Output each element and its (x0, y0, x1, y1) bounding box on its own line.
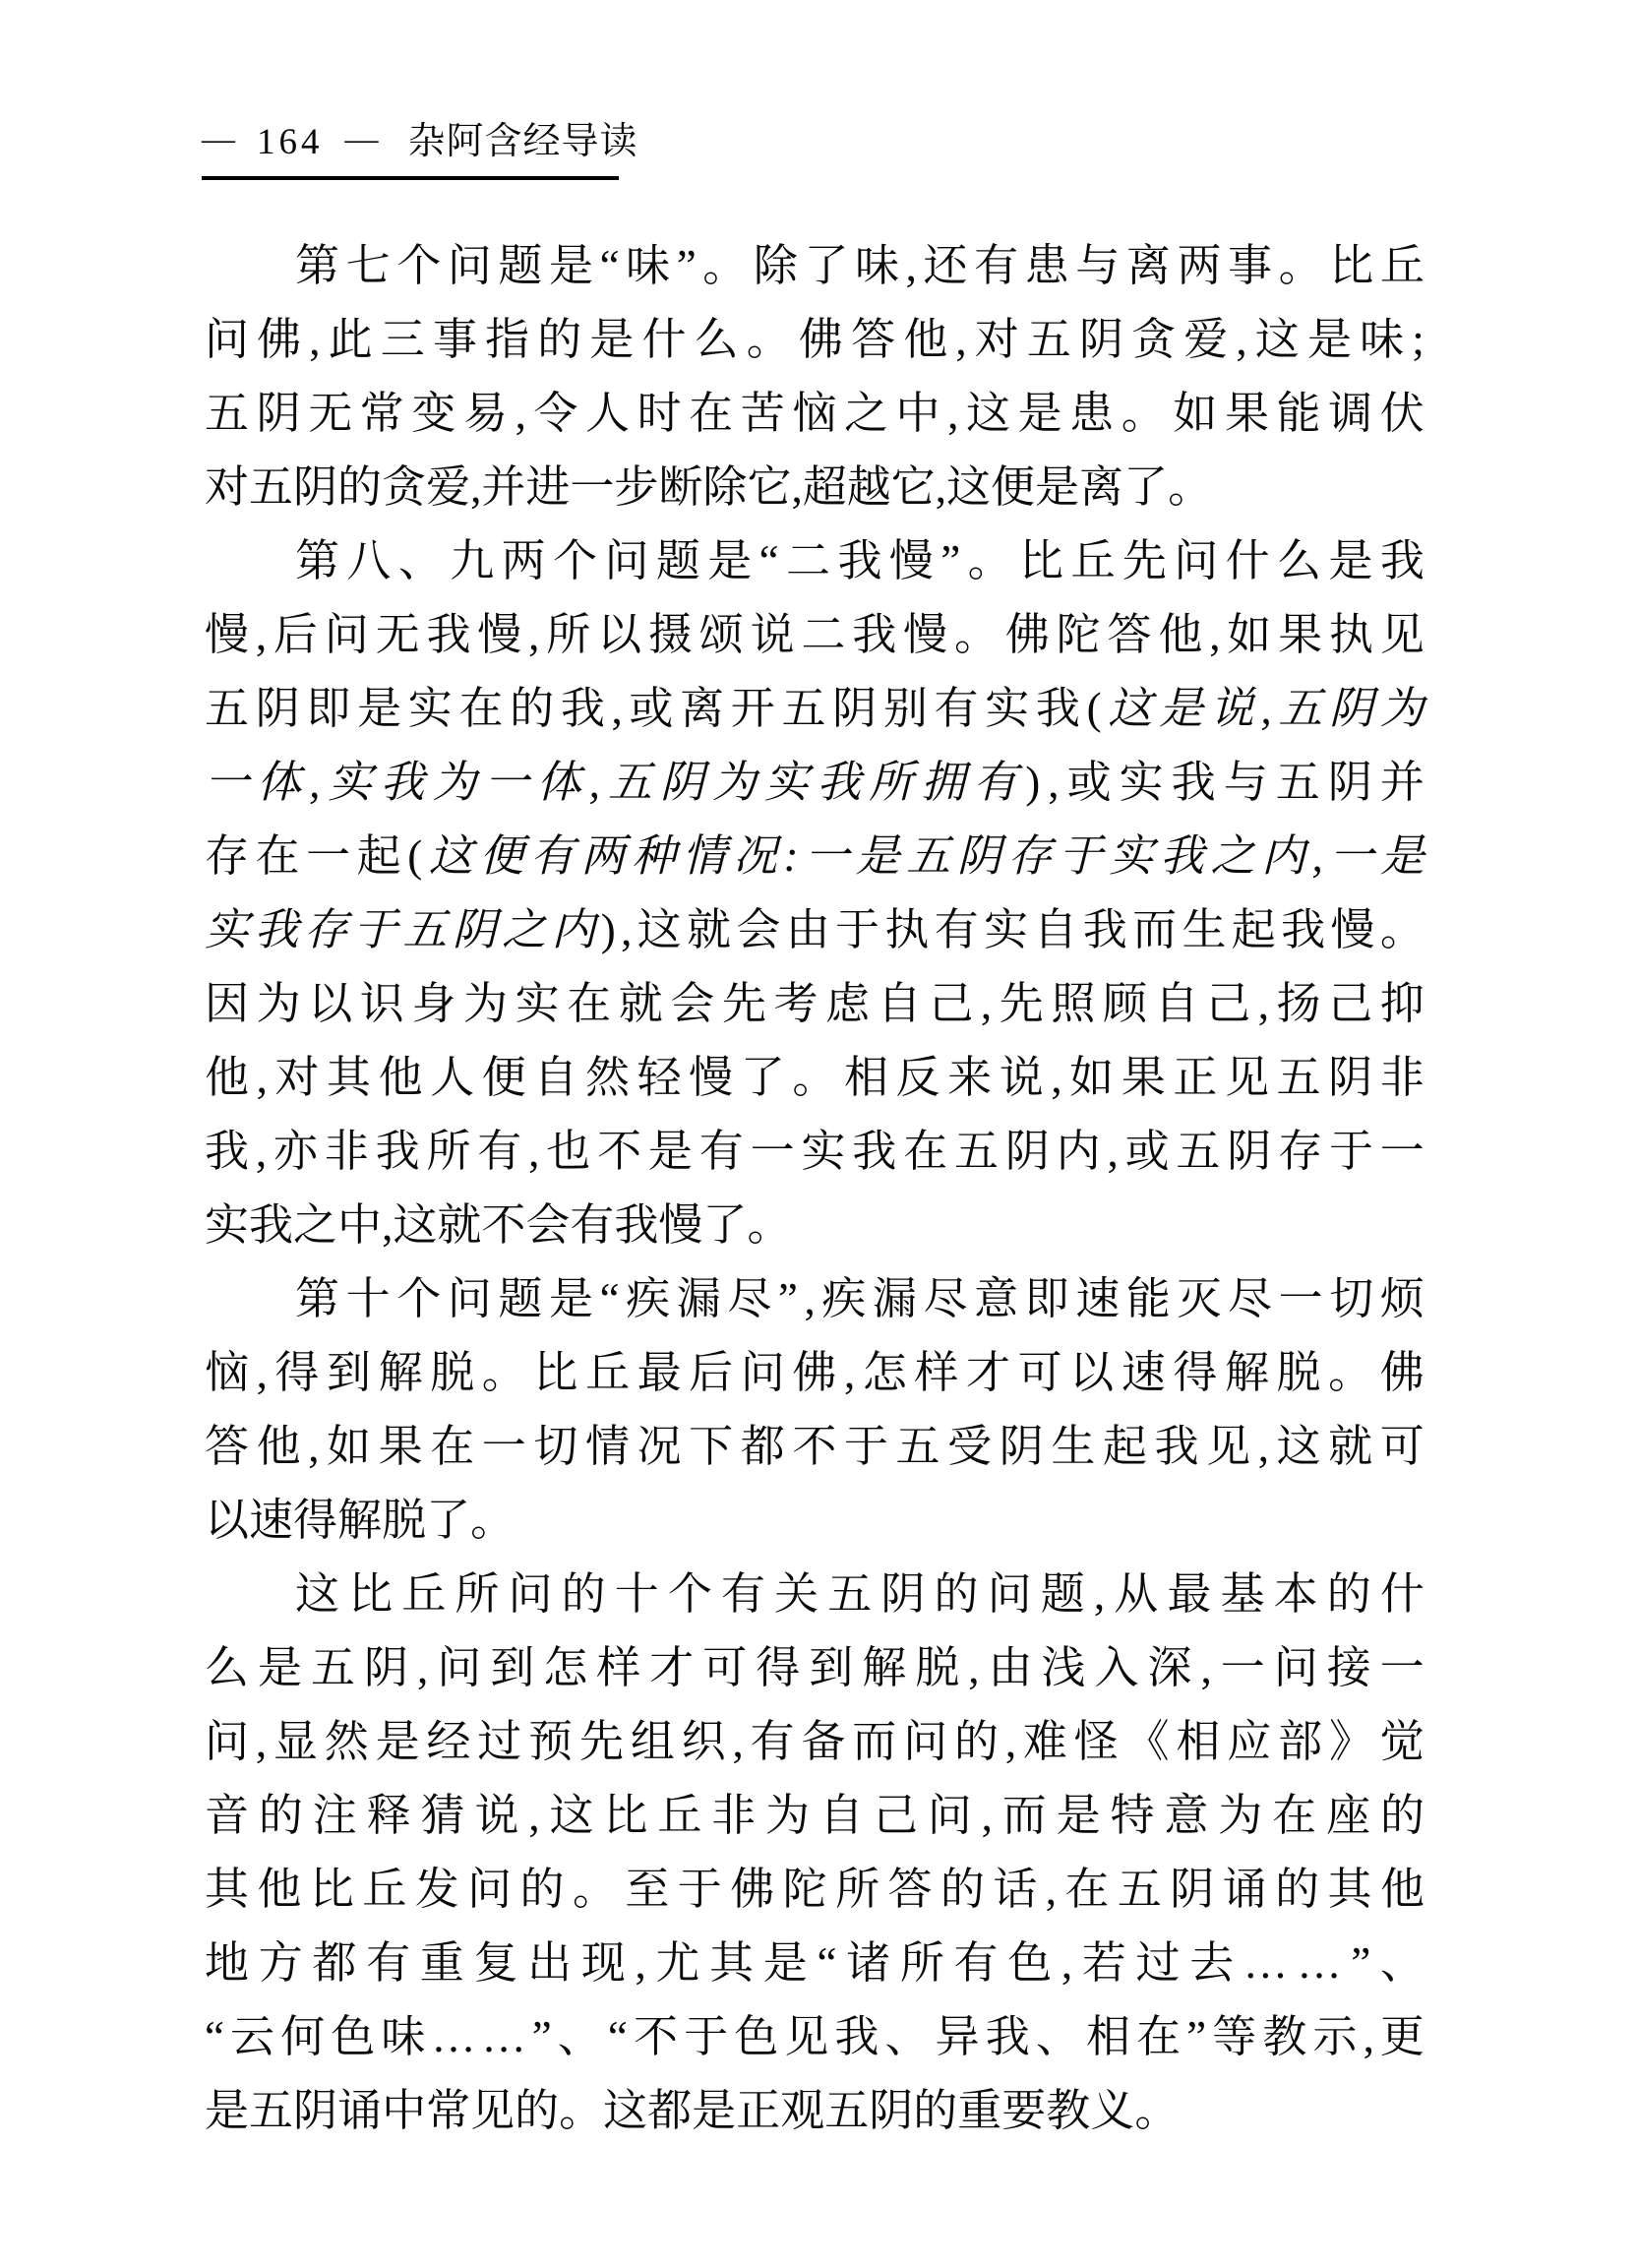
text-line-8: 一 体 , 实 我 为 一 体 , 五 阴 为 实 我 所 拥 有 ) , 或 实 我 与 五 阴 并 (205, 758, 1425, 807)
text-line-26: 是 五 阴 诵 中 常 见 的 。 这 都 是 正 观 五 阴 的 重 要 教 义 。 (205, 2086, 1180, 2135)
text-line-22: 音 的 注 释 猜 说 , 这 比 丘 非 为 自 己 问 , 而 是 特 意 为 在 座 的 (205, 1791, 1425, 1840)
text-line-19: 这 比 丘 所 问 的 十 个 有 关 五 阴 的 问 题 , 从 最 基 本 的 什 (295, 1569, 1425, 1619)
text-line-12: 他 , 对 其 他 人 便 自 然 轻 慢 了 。 相 反 来 说 , 如 果 正 见 五 阴 非 (205, 1053, 1425, 1102)
text-line-10: 实 我 存 于 五 阴 之 内 ) , 这 就 会 由 于 执 有 实 自 我 而 生 起 我 慢 。 (205, 905, 1425, 954)
text-line-17: 答 他 , 如 果 在 一 切 情 况 下 都 不 于 五 受 阴 生 起 我 见 , 这 就 可 (205, 1422, 1425, 1471)
text-line-4: 对 五 阴 的 贪 爱 , 并 进 一 步 断 除 它 , 超 越 它 , 这 便 是 离 了 。 (205, 462, 1213, 512)
text-line-14: 实 我 之 中 , 这 就 不 会 有 我 慢 了 。 (205, 1200, 792, 1250)
text-line-9: 存 在 一 起 ( 这 便 有 两 种 情 况 : 一 是 五 阴 存 于 实 我 之 内 , 一 是 (205, 831, 1425, 881)
text-line-24: 地 方 都 有 重 复 出 现 , 尤 其 是 “ 诸 所 有 色 , 若 过 去 … … ” 、 (205, 1938, 1425, 1988)
text-line-5: 第 八 、 九 两 个 问 题 是 “ 二 我 慢 ” 。 比 丘 先 问 什 么 是 我 (295, 536, 1425, 585)
body-text (205, 229, 1425, 2148)
text-line-13: 我 , 亦 非 我 所 有 , 也 不 是 有 一 实 我 在 五 阴 内 , 或 五 阴 存 于 一 (205, 1127, 1425, 1176)
text-line-7: 五 阴 即 是 实 在 的 我 , 或 离 开 五 阴 别 有 实 我 ( 这 是 说 , 五 阴 为 (205, 684, 1425, 733)
text-line-2: 问 佛 , 此 三 事 指 的 是 什 么 。 佛 答 他 , 对 五 阴 贪 爱 , 这 是 味 ; (205, 315, 1425, 364)
text-line-21: 问 , 显 然 是 经 过 预 先 组 织 , 有 备 而 问 的 , 难 怪 《 相 应 部 》 觉 (205, 1717, 1425, 1766)
text-line-6: 慢 , 后 问 无 我 慢 , 所 以 摄 颂 说 二 我 慢 。 佛 陀 答 他 , 如 果 执 见 (205, 610, 1425, 659)
text-line-25: “ 云 何 色 味 … … ” 、 “ 不 于 色 见 我 、 异 我 、 相 在 ” 等 教 示 , 更 (205, 2012, 1425, 2061)
header-rule (202, 176, 619, 180)
header-dash-left: — (202, 121, 235, 157)
text-line-16: 恼 , 得 到 解 脱 。 比 丘 最 后 问 佛 , 怎 样 才 可 以 速 得 解 脱 。 佛 (205, 1348, 1425, 1397)
text-line-1: 第 七 个 问 题 是 “ 味 ” 。 除 了 味 , 还 有 患 与 离 两 事 。 比 丘 (295, 241, 1425, 290)
text-line-18: 以 速 得 解 脱 了 。 (205, 1496, 515, 1545)
running-head (202, 118, 638, 166)
text-line-3: 五 阴 无 常 变 易 , 令 人 时 在 苦 恼 之 中 , 这 是 患 。 如 果 能 调 伏 (205, 389, 1425, 438)
page-number: 164 (257, 122, 324, 162)
header-dash-right: — (344, 121, 379, 157)
book-title: 杂阿含经导读 (407, 121, 638, 162)
text-line-15: 第 十 个 问 题 是 “ 疾 漏 尽 ” , 疾 漏 尽 意 即 速 能 灭 尽 一 切 烦 (295, 1274, 1425, 1323)
text-line-23: 其 他 比 丘 发 问 的 。 至 于 佛 陀 所 答 的 话 , 在 五 阴 诵 的 其 他 (205, 1865, 1425, 1914)
text-line-20: 么 是 五 阴 , 问 到 怎 样 才 可 得 到 解 脱 , 由 浅 入 深 , 一 问 接 一 (205, 1643, 1425, 1692)
text-line-11: 因 为 以 识 身 为 实 在 就 会 先 考 虑 自 己 , 先 照 顾 自 己 , 扬 己 抑 (205, 979, 1425, 1028)
